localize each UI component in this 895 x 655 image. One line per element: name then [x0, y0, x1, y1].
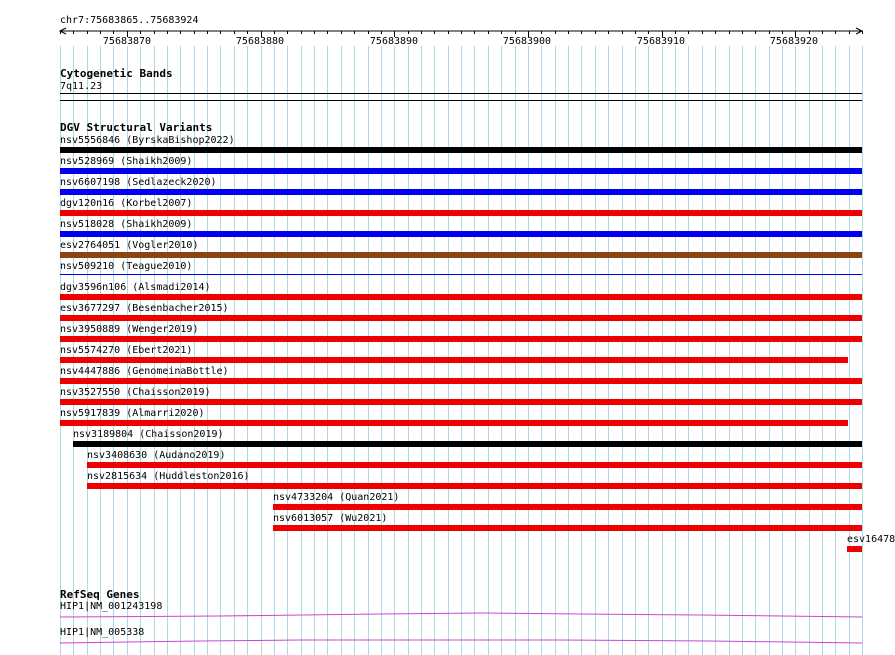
ruler-tick-label: 75683870 — [102, 36, 152, 47]
cytoband-line — [60, 93, 862, 94]
gene-label[interactable]: HIP1|NM_001243198 — [60, 601, 163, 612]
variant-bar[interactable] — [60, 210, 862, 216]
variant-bar[interactable] — [60, 378, 862, 384]
dgv-track-title: DGV Structural Variants — [60, 121, 213, 134]
variant-bar[interactable] — [60, 189, 862, 195]
variant-bar[interactable] — [60, 168, 862, 174]
variant-bar[interactable] — [60, 252, 862, 258]
variant-label[interactable]: nsv509210 (Teague2010) — [60, 261, 193, 272]
variant-label[interactable]: nsv3408630 (Audano2019) — [87, 450, 226, 461]
variant-bar[interactable] — [273, 504, 862, 510]
variant-bar[interactable] — [60, 294, 862, 300]
variant-bar[interactable] — [60, 336, 862, 342]
ruler-tick-label: 75683900 — [502, 36, 552, 47]
ruler-tick-label: 75683880 — [235, 36, 285, 47]
variant-bar[interactable] — [60, 147, 862, 153]
variant-label[interactable]: nsv3950889 (Wenger2019) — [60, 324, 199, 335]
refseq-track-title: RefSeq Genes — [60, 588, 140, 601]
variant-bar[interactable] — [73, 441, 862, 447]
variant-bar[interactable] — [60, 315, 862, 321]
variant-label[interactable]: nsv528969 (Shaikh2009) — [60, 156, 193, 167]
variant-bar[interactable] — [60, 399, 862, 405]
variant-label[interactable]: nsv3527550 (Chaisson2019) — [60, 387, 211, 398]
variant-bar[interactable] — [87, 483, 862, 489]
variant-label[interactable]: dgv120n16 (Korbel2007) — [60, 198, 193, 209]
variant-label[interactable]: esv3677297 (Besenbacher2015) — [60, 303, 229, 314]
locus-label: chr7:75683865..75683924 — [60, 15, 199, 26]
variant-label[interactable]: nsv5556846 (ByrskaBishop2022) — [60, 135, 235, 146]
variant-bar[interactable] — [847, 546, 862, 552]
variant-bar[interactable] — [60, 357, 848, 363]
variant-bar[interactable] — [60, 420, 848, 426]
gene-label[interactable]: HIP1|NM_005338 — [60, 627, 145, 638]
ruler-tick-label: 75683920 — [769, 36, 819, 47]
variant-bar[interactable] — [60, 231, 862, 237]
cytoband-label: 7q11.23 — [60, 81, 103, 92]
variant-label[interactable]: nsv6013057 (Wu2021) — [273, 513, 388, 524]
variant-label[interactable]: esv16478 — [847, 534, 895, 545]
variant-label[interactable]: nsv6607198 (Sedlazeck2020) — [60, 177, 217, 188]
variant-label[interactable]: nsv3189804 (Chaisson2019) — [73, 429, 224, 440]
variant-label[interactable]: dgv3596n106 (Alsmadi2014) — [60, 282, 211, 293]
variant-bar[interactable] — [60, 274, 862, 275]
variant-label[interactable]: esv2764051 (Vogler2010) — [60, 240, 199, 251]
variant-bar[interactable] — [87, 462, 862, 468]
variant-label[interactable]: nsv5574270 (Ebert2021) — [60, 345, 193, 356]
variant-label[interactable]: nsv2815634 (Huddleston2016) — [87, 471, 250, 482]
track-divider — [60, 100, 862, 101]
cytoband-track-title: Cytogenetic Bands — [60, 67, 173, 80]
ruler-tick-label: 75683890 — [369, 36, 419, 47]
variant-label[interactable]: nsv4447886 (GenomeinaBottle) — [60, 366, 229, 377]
variant-label[interactable]: nsv518028 (Shaikh2009) — [60, 219, 193, 230]
variant-label[interactable]: nsv4733204 (Quan2021) — [273, 492, 400, 503]
variant-label[interactable]: nsv5917839 (Almarri2020) — [60, 408, 205, 419]
variant-bar[interactable] — [273, 525, 862, 531]
ruler-tick-label: 75683910 — [636, 36, 686, 47]
